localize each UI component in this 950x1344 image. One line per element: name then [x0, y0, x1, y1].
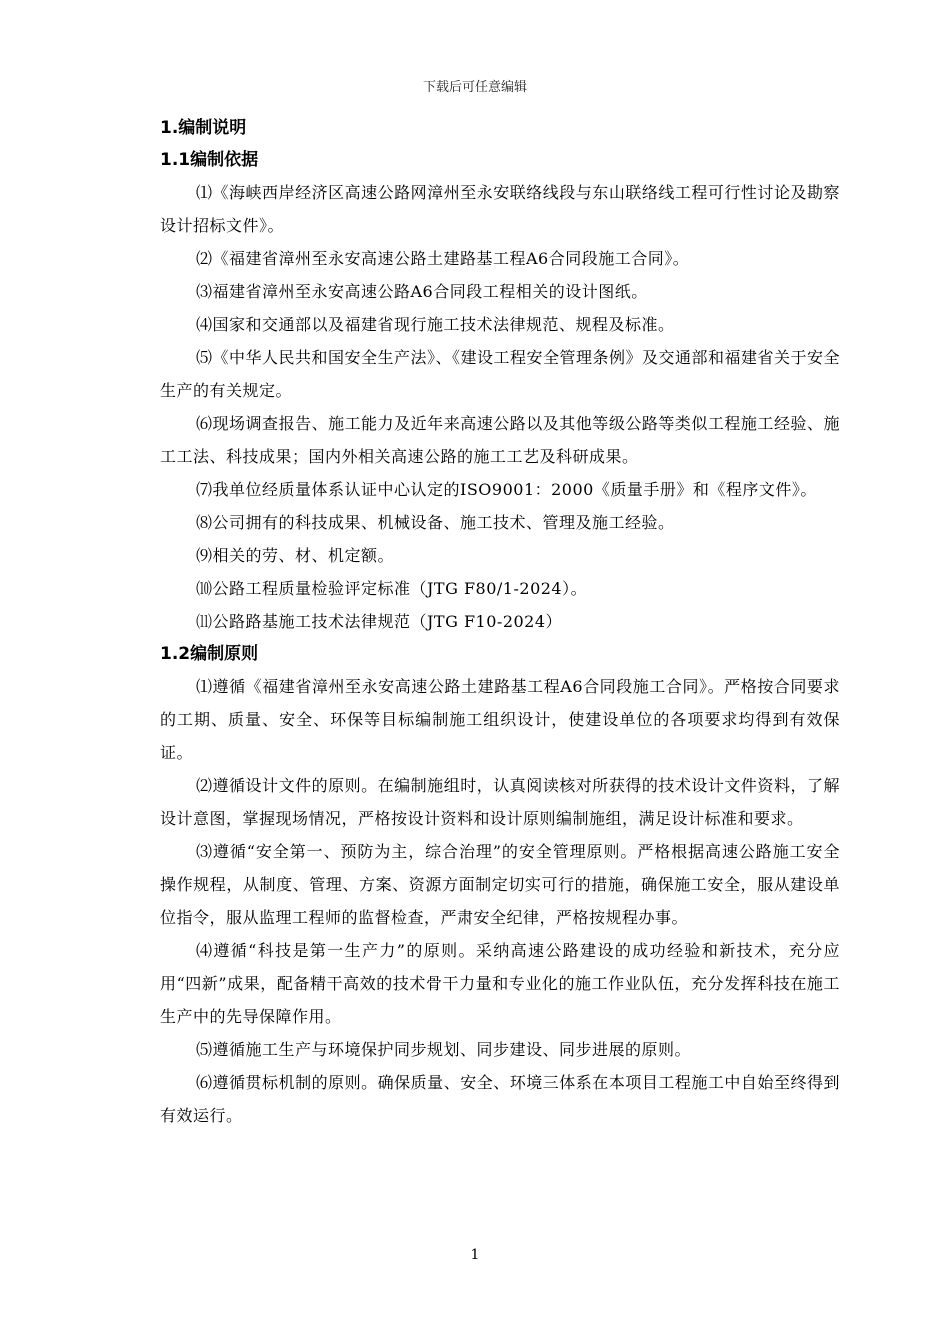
basis-item: ⑸《中华人民共和国安全生产法》、《建设工程安全管理条例》及交通部和福建省关于安全生产的有关规定。: [160, 348, 841, 400]
document-body: [160, 112, 840, 1132]
basis-item: ⑵《福建省漳州至永安高速公路土建路基工程A6合同段施工合同》。: [196, 249, 690, 268]
section-title: 1.编制说明: [160, 118, 247, 138]
basis-item: ⑽公路工程质量检验评定标准（JTG F80/1-2024）。: [196, 579, 588, 598]
basis-item: ⑾公路路基施工技术法律规范（JTG F10-2024）: [196, 612, 563, 631]
principle-item: ⑵遵循设计文件的原则。在编制施组时，认真阅读核对所获得的技术设计文件资料，了解设计意图，掌握现场情况，严格按设计资料和设计原则编制施组，满足设计标准和要求。: [160, 776, 840, 828]
basis-item: ⑷国家和交通部以及福建省现行施工技术法律规范、规程及标准。: [196, 315, 675, 334]
basis-item: ⑶福建省漳州至永安高速公路A6合同段工程相关的设计图纸。: [196, 282, 648, 301]
basis-item: ⑹现场调查报告、施工能力及近年来高速公路以及其他等级公路等类似工程施工经验、施工工法、科技成果；国内外相关高速公路的施工工艺及科研成果。: [160, 414, 840, 466]
basis-item: ⑺我单位经质量体系认证中心认定的ISO9001：2000《质量手册》和《程序文件》。: [196, 480, 817, 499]
principle-item: ⑶遵循“安全第一、预防为主，综合治理”的安全管理原则。严格根据高速公路施工安全操作规程，从制度、管理、方案、资源方面制定切实可行的措施，确保施工安全，服从建设单位指令，服从监理工程师的监督检查，严肃安全纪律，严格按规程办事。: [160, 842, 840, 927]
principle-item: ⑷遵循“科技是第一生产力”的原则。采纳高速公路建设的成功经验和新技术，充分应用“四新”成果，配备精干高效的技术骨干力量和专业化的施工作业队伍，充分发挥科技在施工生产中的先导保障作用。: [160, 941, 840, 1026]
subsection-title-principles: 1.2编制原则: [160, 644, 259, 664]
subsection-title-basis: 1.1编制依据: [160, 150, 259, 170]
page-number: 1: [470, 1247, 480, 1263]
basis-item: ⑴《海峡西岸经济区高速公路网漳州至永安联络线段与东山联络线工程可行性讨论及勘察设计招标文件》。: [160, 183, 840, 235]
principle-item: ⑸遵循施工生产与环境保护同步规划、同步建设、同步进展的原则。: [196, 1040, 692, 1059]
basis-item: ⑻公司拥有的科技成果、机械设备、施工技术、管理及施工经验。: [196, 513, 675, 532]
principle-item: ⑴遵循《福建省漳州至永安高速公路土建路基工程A6合同段施工合同》。严格按合同要求的工期、质量、安全、环保等目标编制施工组织设计，使建设单位的各项要求均得到有效保证。: [160, 677, 840, 762]
basis-item: ⑼相关的劳、材、机定额。: [196, 546, 395, 565]
principle-item: ⑹遵循贯标机制的原则。确保质量、安全、环境三体系在本项目工程施工中自始至终得到有效运行。: [160, 1073, 840, 1125]
page-header: 下载后可任意编辑: [422, 80, 527, 95]
